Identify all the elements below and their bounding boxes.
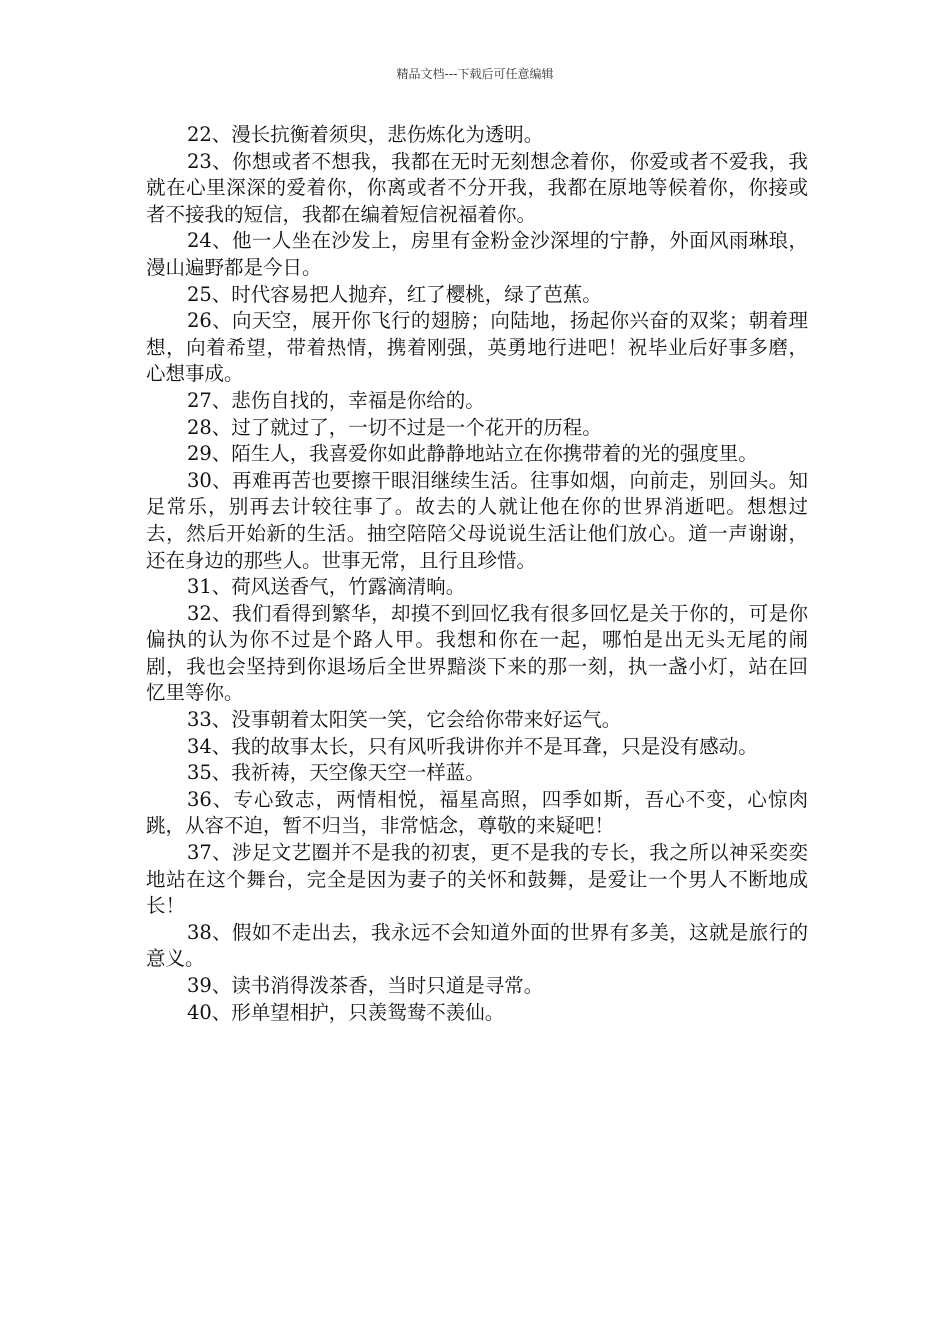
paragraph-29: 29、陌生人，我喜爱你如此静静地站立在你携带着的光的强度里。 [186,442,758,466]
paragraph-35: 35、我祈祷，天空像天空一样蓝。 [186,761,485,785]
paragraph-37: 37、涉足文艺圈并不是我的初衷，更不是我的专长，我之所以神采奕奕地站在这个舞台，完全是因为妻子的关怀和鼓舞，是爱让一个男人不断地成长！ [146,841,808,918]
paragraph-26: 26、向天空，展开你飞行的翅膀；向陆地，扬起你兴奋的双桨；朝着理想，向着希望，带着热情，携着刚强，英勇地行进吧！祝毕业后好事多磨，心想事成。 [146,309,808,386]
document-body [146,122,808,1026]
paragraph-38: 38、假如不走出去，我永远不会知道外面的世界有多美，这就是旅行的意义。 [146,920,808,971]
page-header: 精品文档---下载后可任意编辑 [396,67,554,81]
paragraph-40: 40、形单望相护，只羡鸳鸯不羡仙。 [186,1000,505,1024]
paragraph-30: 30、再难再苦也要擦干眼泪继续生活。往事如烟，向前走，别回头。知足常乐，别再去计较往事了。故去的人就让他在你的世界消逝吧。想想过去，然后开始新的生活。抽空陪陪父母说说生活让他们放心。道一声谢谢，还在身边的那些人。世事无常，且行且珍惜。 [146,468,808,572]
paragraph-39: 39、读书消得泼茶香，当时只道是寻常。 [186,974,544,997]
paragraph-23: 23、你想或者不想我，我都在无时无刻想念着你，你爱或者不爱我，我就在心里深深的爱着你，你离或者不分开我，我都在原地等候着你，你接或者不接我的短信，我都在编着短信祝福着你。 [146,149,808,226]
paragraph-28: 28、过了就过了，一切不过是一个花开的历程。 [186,415,602,439]
paragraph-36: 36、专心致志，两情相悦，福星高照，四季如斯，吾心不变，心惊肉跳，从容不迫，暂不归当，非常惦念，尊敬的来疑吧！ [146,787,808,838]
paragraph-31: 31、荷风送香气，竹露滴清晌。 [186,575,466,599]
paragraph-34: 34、我的故事太长，只有风听我讲你并不是耳聋，只是没有感动。 [186,734,758,758]
paragraph-33: 33、没事朝着太阳笑一笑，它会给你带来好运气。 [186,708,622,732]
paragraph-24: 24、他一人坐在沙发上，房里有金粉金沙深埋的宁静，外面风雨琳琅，漫山遍野都是今日。 [146,229,808,279]
paragraph-25: 25、时代容易把人抛弃，红了樱桃，绿了芭蕉。 [186,282,602,306]
paragraph-32: 32、我们看得到繁华，却摸不到回忆我有很多回忆是关于你的，可是你偏执的认为你不过是个路人甲。我想和你在一起，哪怕是出无头无尾的闹剧，我也会坚持到你退场后全世界黯淡下来的那一刻，执一盏小灯，站在回忆里等你。 [146,601,808,705]
paragraph-27: 27、悲伤自找的，幸福是你给的。 [186,388,485,412]
paragraph-22: 22、漫长抗衡着须臾，悲伤炼化为透明。 [186,123,544,146]
